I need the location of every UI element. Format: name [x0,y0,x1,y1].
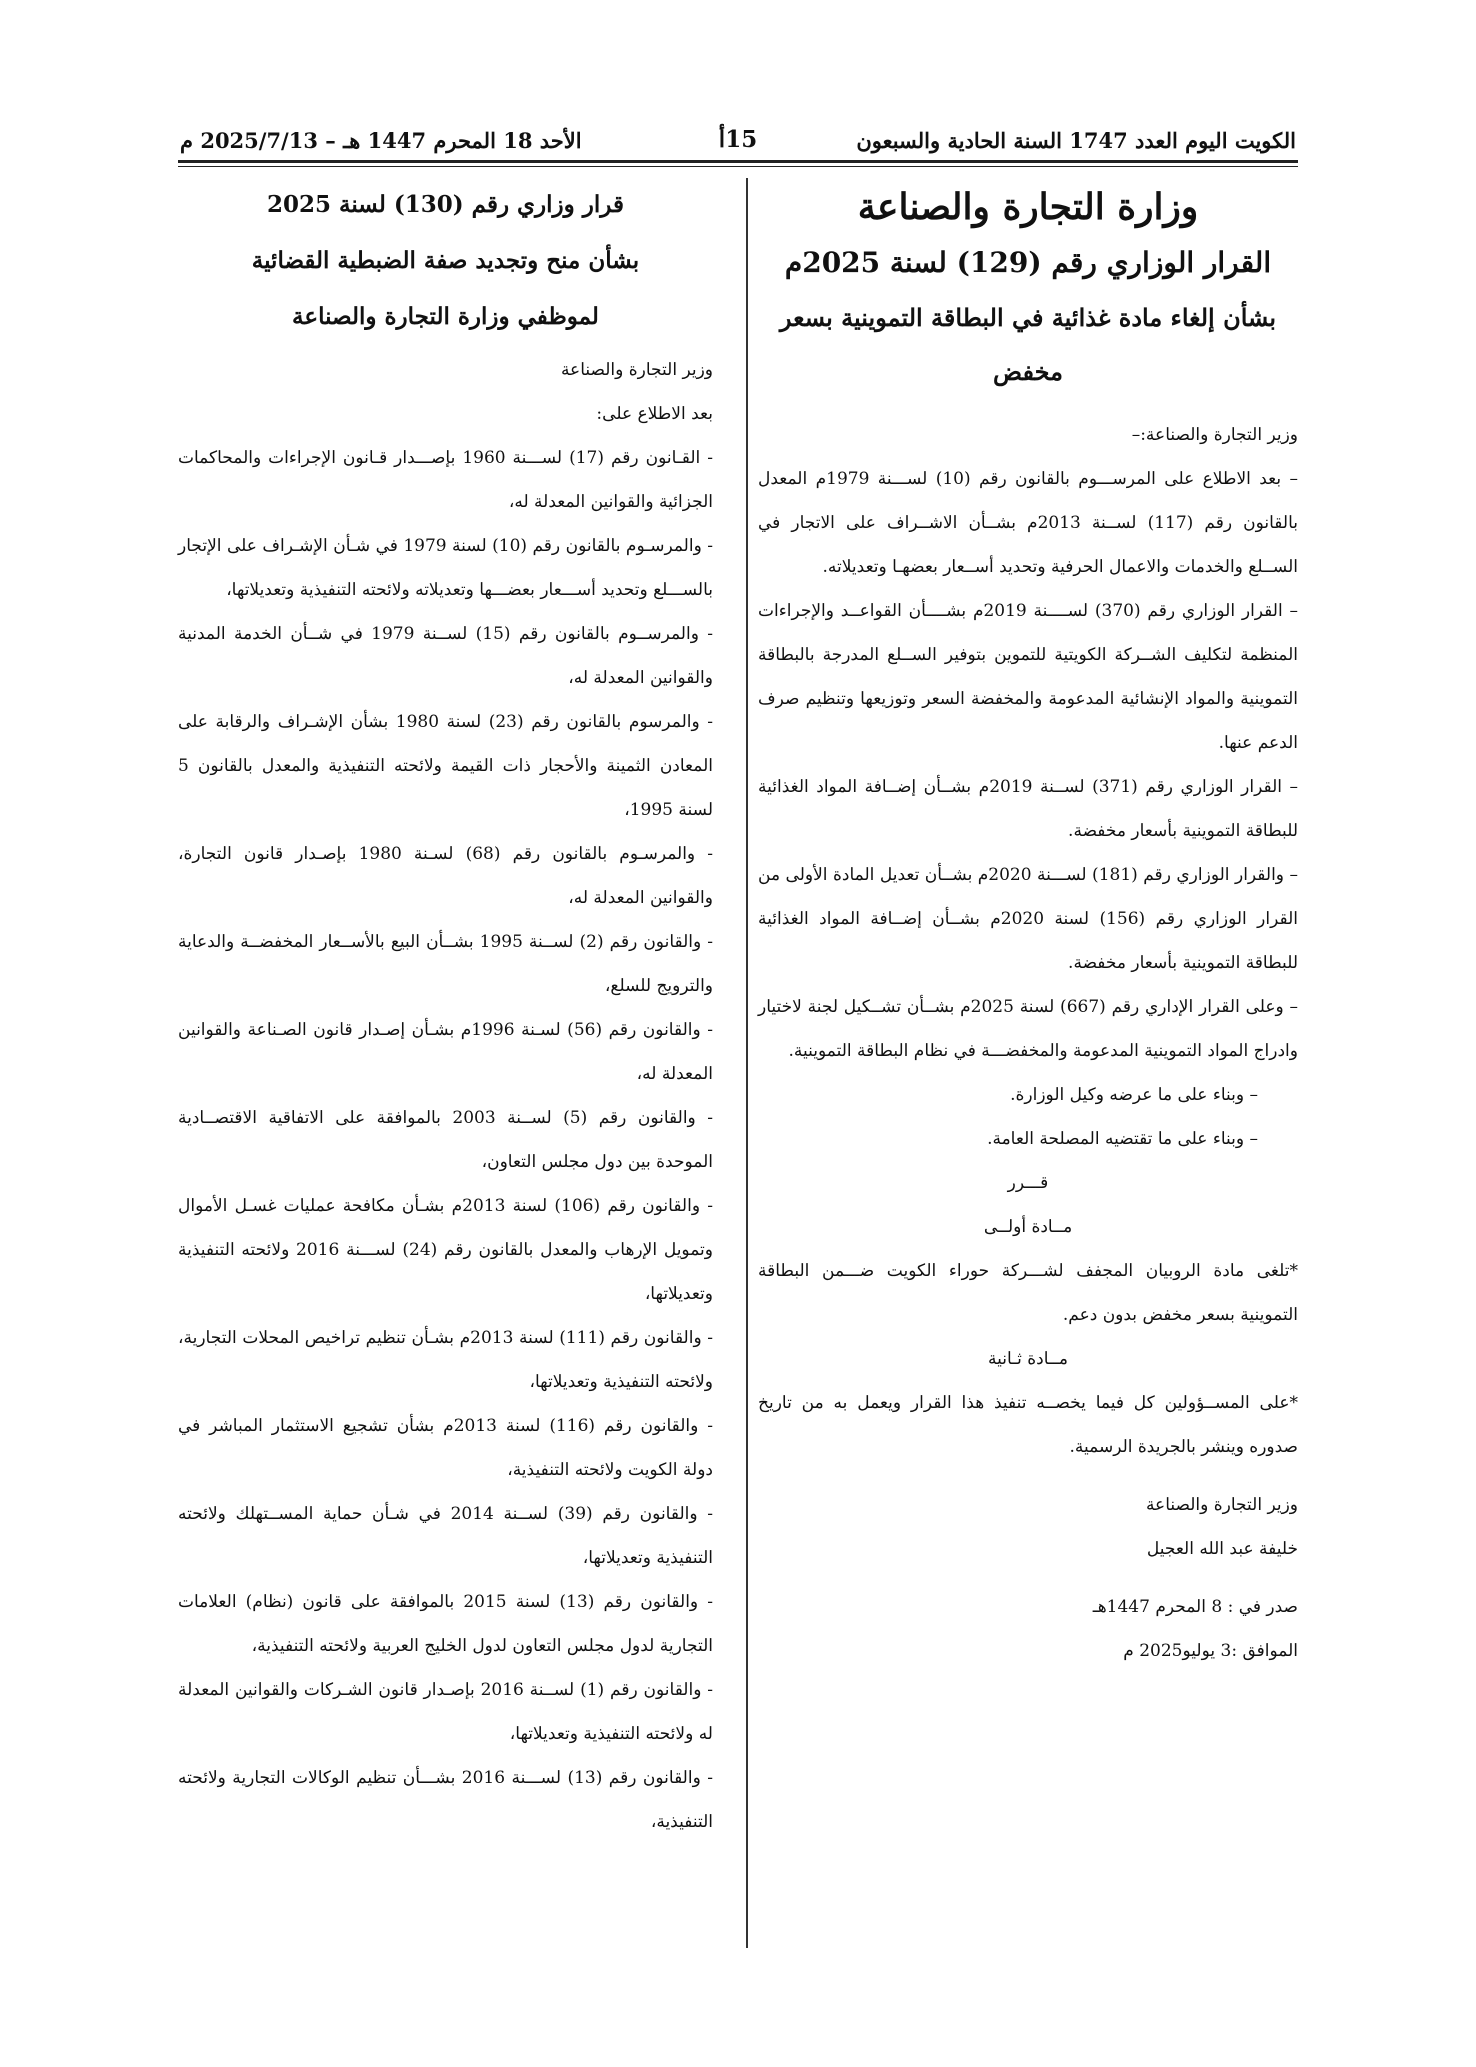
law-reference-item: - والقانون رقم (111) لسنة 2013م بشـأن تنظيم تراخيص المحلات التجارية، ولائحته التنفيذية وتعديلاتها، [178,1328,714,1392]
article-2-text: *على المســؤولين كل فيما يخصــه تنفيذ هذا القرار ويعمل به من تاريخ صدوره وينشر بالجريدة الرسمية. [758,1393,1298,1457]
article-1-heading: مــادة أولــى [983,1217,1073,1237]
decision-129-column [758,180,1298,1673]
article-2-heading: مــادة ثـانية [988,1349,1068,1369]
after-review-label: بعد الاطلاع على: [596,404,713,424]
preamble-item: – وبناء على ما تقتضيه المصلحة العامة. [987,1129,1258,1149]
law-reference-item: - والقانون رقم (39) لســنة 2014 في شـأن حماية المســتهلك ولائحته التنفيذية وتعديلاتها، [178,1504,713,1568]
decision-130-column [178,180,713,1844]
law-reference-item: - والقانون رقم (5) لســنة 2003 بالموافقة على الاتفاقية الاقتصــادية الموحدة بين دول مجلس التعاون، [178,1108,713,1172]
header-date: الأحد 18 المحرم 1447 هـ – 2025/7/13 م [180,128,582,153]
preamble-item: – القرار الوزاري رقم (370) لســــنة 2019م بشــــأن القواعــد والإجراءات المنظمة لتكليف الشــركة الكويتية للتموين بتوفير الســلع المدرجة بالبطاقة التموينية والمواد الإنشائية المدعومة والمخفضة السعر وتوزيعها وتنظيم صرف الدعم عنها. [758,601,1298,753]
decision-130-title: قرار وزاري رقم (130) لسنة 2025 [267,191,624,218]
law-reference-item: - والقانون رقم (1) لســنة 2016 بإصـدار قانون الشـركات والقوانين المعدلة له ولائحته التنفيذية وتعديلاتها، [178,1680,713,1744]
decision-129-title: القرار الوزاري رقم (129) لسنة 2025م [784,246,1272,279]
decision-129-subject: بشأن إلغاء مادة غذائية في البطاقة التموينية بسعر مخفض [779,303,1277,386]
law-reference-item: - والقانون رقم (116) لسنة 2013م بشأن تشجيع الاستثمار المباشر في دولة الكويت ولائحته التنفيذية، [178,1416,713,1480]
article-1-text: *تلغى مادة الروبيان المجفف لشـــركة حوراء الكويت ضـــمن البطاقة التموينية بسعر مخفض بدون دعم. [758,1261,1298,1325]
signature-name: خليفة عبد الله العجيل [1146,1539,1298,1559]
page-header [178,124,1298,160]
preamble-item: – وبناء على ما عرضه وكيل الوزارة. [1010,1085,1258,1105]
law-reference-item: - والقانون رقم (106) لسنة 2013م بشـأن مكافحة عمليات غسـل الأموال وتمويل الإرهاب والمعدل بالقانون رقم (24) لســـنة 2016 ولائحته التنفيذية وتعديلاتها، [178,1196,713,1304]
decision-130-subject-line2: لموظفي وزارة التجارة والصناعة [292,303,599,330]
law-reference-item: - والقانون رقم (2) لســنة 1995 بشــأن البيع بالأســعار المخفضــة والدعاية والترويج للسلع، [178,932,713,996]
decision-130-issuer: وزير التجارة والصناعة [560,360,713,380]
header-issue-info: الكويت اليوم العدد 1747 السنة الحادية والسبعون [856,128,1296,153]
decision-130-subject-line1: بشأن منح وتجديد صفة الضبطية القضائية [251,247,640,274]
ministry-heading: وزارة التجارة والصناعة [857,186,1199,228]
law-reference-item: - والمرســوم بالقانون رقم (15) لســنة 1979 في شــأن الخدمة المدنية والقوانين المعدلة له، [178,624,713,688]
header-rule-thin [178,166,1298,167]
preamble-item: – القرار الوزاري رقم (371) لســنة 2019م بشــأن إضــافة المواد الغذائية للبطاقة التموينية بأسعار مخفضة. [758,777,1298,841]
law-reference-item: - والمرسـوم بالقانون رقم (10) لسنة 1979 في شـأن الإشـراف على الإتجار بالســـلع وتحديد أســـعار بعضـــها وتعديلاته ولائحته التنفيذية وتعديلاتها، [178,536,713,600]
law-reference-item: - القـانون رقم (17) لســـنة 1960 بإصـــدار قـانون الإجراءات والمحاكمات الجزائية والقوانين المعدلة له، [178,448,713,512]
decision-129-issuer: وزير التجارة والصناعة:– [1131,425,1298,445]
header-rule-thick [178,160,1298,163]
issue-date-gregorian: الموافق :3 يوليو2025 م [1123,1641,1298,1661]
column-divider [746,178,748,1948]
issue-date-hijri: صدر في : 8 المحرم 1447هـ [1092,1597,1298,1617]
law-reference-item: - والقانون رقم (13) لســـنة 2016 بشـــأن تنظيم الوكالات التجارية ولائحته التنفيذية، [178,1768,713,1832]
law-reference-item: - والمرسـوم بالقانون رقم (68) لسـنة 1980 بإصـدار قانون التجارة، والقوانين المعدلة له، [178,844,713,908]
law-reference-item: - والقانون رقم (13) لسنة 2015 بالموافقة على قانون (نظام) العلامات التجارية لدول مجلس التعاون لدول الخليج العربية ولائحته التنفيذية، [178,1592,714,1656]
preamble-item: – وعلى القرار الإداري رقم (667) لسنة 2025م بشــأن تشــكيل لجنة لاختيار وادراج المواد التموينية المدعومة والمخفضـــة في نظام البطاقة التموينية. [758,997,1299,1061]
page-number: 15أ [718,126,758,153]
decided-heading: قـــرر [1007,1173,1049,1193]
law-reference-item: - والقانون رقم (56) لسـنة 1996م بشـأن إصـدار قانون الصـناعة والقوانين المعدلة له، [178,1020,713,1084]
preamble-item: – والقرار الوزاري رقم (181) لســـنة 2020م بشــأن تعديل المادة الأولى من القرار الوزاري رقم (156) لسنة 2020م بشــأن إضــافة المواد الغذائية للبطاقة التموينية بأسعار مخفضة. [758,865,1298,973]
preamble-item: – بعد الاطلاع على المرســـوم بالقانون رقم (10) لســـنة 1979م المعدل بالقانون رقم (117) لســنة 2013م بشــأن الاشــراف على الاتجار في الســلع والخدمات والاعمال الحرفية وتحديد أســعار بعضهـا وتعديلاته. [758,469,1298,577]
law-reference-item: - والمرسوم بالقانون رقم (23) لسنة 1980 بشأن الإشـراف والرقابة على المعادن الثمينة والأحجار ذات القيمة ولائحته التنفيذية والمعدل بالقانون 5 لسنة 1995، [178,712,713,820]
signature-title: وزير التجارة والصناعة [1145,1495,1298,1515]
